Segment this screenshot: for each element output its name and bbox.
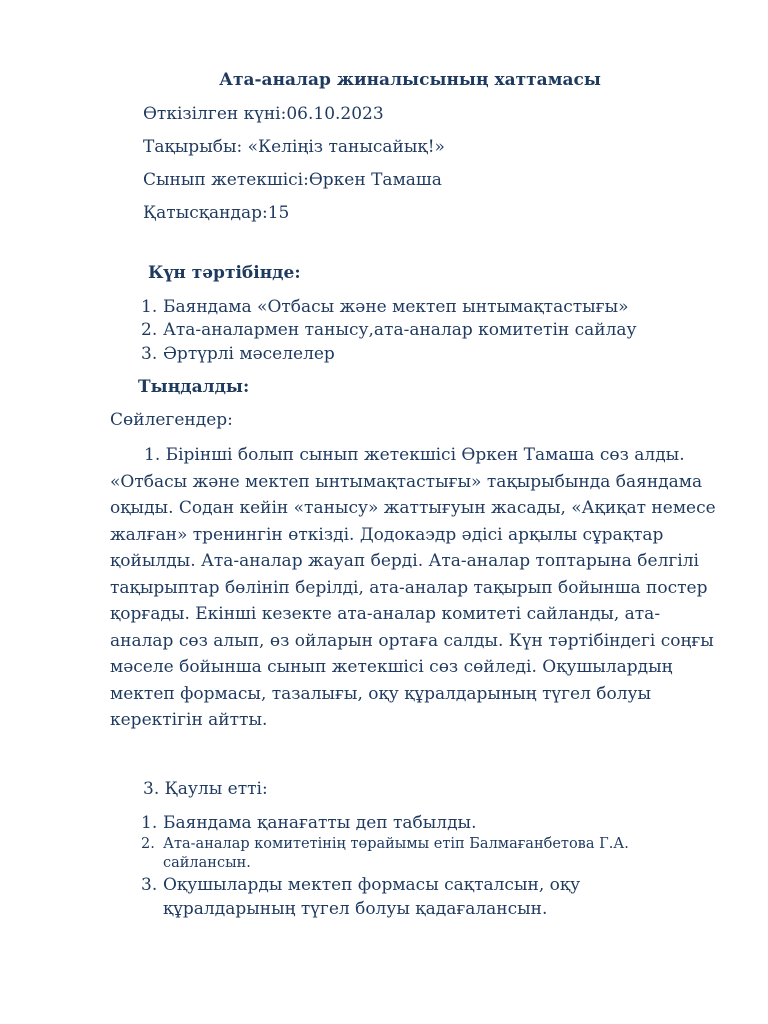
resolution-heading: 3. Қаулы етті:	[143, 779, 268, 799]
agenda-item	[141, 320, 637, 340]
document-title: Ата-аналар жиналысының хаттамасы	[219, 70, 601, 90]
listened-heading: Тыңдалды:	[138, 377, 250, 397]
resolution-text-continued: құралдарының түгел болуы қадағалансын.	[163, 899, 548, 919]
agenda-item	[141, 344, 335, 364]
list-number: 2.	[141, 320, 158, 340]
list-number: 1.	[141, 813, 158, 833]
agenda-item-text: Баяндама «Отбасы және мектеп ынтымақтастығы»	[163, 297, 629, 317]
list-number: 3.	[141, 344, 158, 364]
resolution-text: Баяндама қанағатты деп табылды.	[163, 813, 477, 833]
agenda-heading: Күн тәртібінде:	[148, 263, 301, 283]
speech-text: 1. Бірінші болып сынып жетекшісі Өркен Тамаша сөз алды. «Отбасы және мектеп ынтымақтастығы» тақырыбында баяндама оқыды. Содан кейін «танысу» жаттығуын жасады, «Ақиқат немесе жалған» тренингін өткізді. Додокаэдр әдісі арқылы сұрақтар қойылды. Ата-аналар жауап берді. Ата-аналар топтарына белгілі тақырыптар бөлініп берілді, ата-аналар тақырып бойынша постер қорғады. Екінші кезекте ата-аналар комитеті сайланды, ата-аналар сөз алып, өз ойларын ортаға салды. Күн тәртібіндегі соңғы мәселе бойынша сынып жетекшісі сөз сөйледі. Оқушылардың мектеп формасы, тазалығы, оқу құралдарының түгел болуы керектігін айтты.	[110, 445, 716, 730]
list-number: 1.	[141, 297, 158, 317]
resolution-item	[141, 813, 477, 833]
meta-attendees: Қатысқандар:15	[143, 203, 290, 223]
list-number: 2.	[141, 836, 155, 852]
list-number: 3.	[141, 875, 158, 895]
resolution-text-continued: сайлансын.	[163, 855, 251, 871]
agenda-item-text: Ата-аналармен танысу,ата-аналар комитетін сайлау	[163, 320, 637, 340]
resolution-item	[141, 836, 629, 852]
meta-teacher: Сынып жетекшісі:Өркен Тамаша	[143, 170, 442, 190]
speech-paragraph	[110, 442, 722, 734]
agenda-item	[141, 297, 629, 317]
meta-topic: Тақырыбы: «Келіңіз танысайық!»	[143, 137, 445, 157]
meta-date: Өткізілген күні:06.10.2023	[143, 104, 384, 124]
speakers-label: Сөйлегендер:	[110, 410, 233, 430]
resolution-text: Оқушыларды мектеп формасы сақталсын, оқу	[163, 875, 581, 895]
agenda-item-text: Әртүрлі мәселелер	[163, 344, 335, 364]
resolution-item	[141, 875, 580, 895]
resolution-text: Ата-аналар комитетінің төрайымы етіп Балмағанбетова Г.А.	[163, 836, 629, 852]
